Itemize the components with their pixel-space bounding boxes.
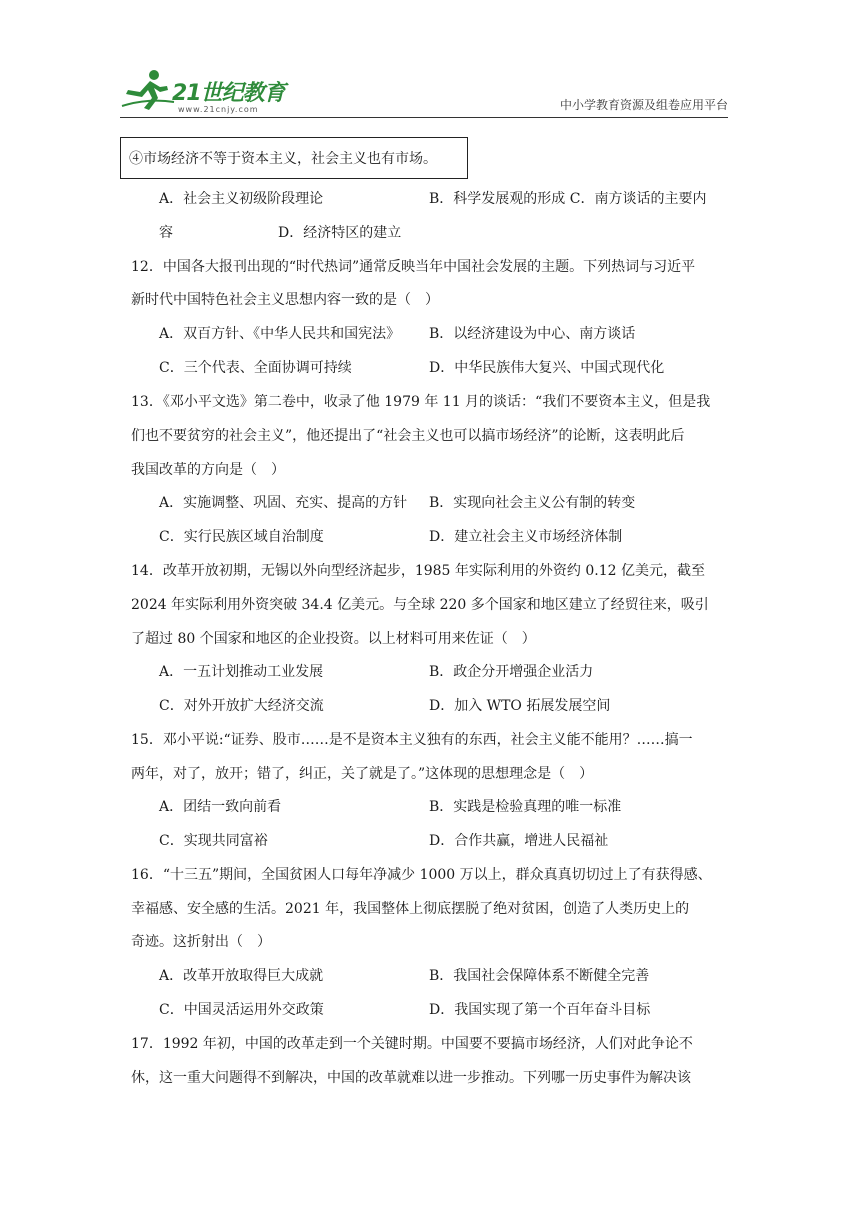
platform-title: 中小学教育资源及组卷应用平台 <box>559 98 728 112</box>
boxed-statement-text: ④市场经济不等于资本主义，社会主义也有市场。 <box>129 151 437 167</box>
q13-option-b: B．实现向社会主义公有制的转变 <box>429 495 636 511</box>
q13-stem-line1: 13．《邓小平文选》第二卷中，收录了他 1979 年 11 月的谈话：“我们不要资本主义，但是我 <box>131 394 711 410</box>
q12-stem-line2: 新时代中国特色社会主义思想内容一致的是（ ） <box>131 292 439 308</box>
q17-stem-line2: 休，这一重大问题得不到解决，中国的改革就难以进一步推动。下列哪一历史事件为解决该 <box>131 1070 691 1086</box>
q11-option-a: A．社会主义初级阶段理论 <box>159 191 324 207</box>
q12-option-b: B．以经济建设为中心、南方谈话 <box>429 326 636 342</box>
q12-option-a: A．双百方针、《中华人民共和国宪法》 <box>159 326 401 342</box>
q16-stem-line3: 奇迹。这折射出（ ） <box>131 934 271 950</box>
q12-option-d: D．中华民族伟大复兴、中国式现代化 <box>429 360 665 376</box>
q14-option-c: C．对外开放扩大经济交流 <box>159 698 324 714</box>
logo-wordmark: 21世纪教育 <box>172 81 285 106</box>
q15-option-d: D．合作共赢，增进人民福祉 <box>429 833 609 849</box>
q14-stem-line2: 2024 年实际利用外资突破 34.4 亿美元。与全球 220 多个国家和地区建立了经贸往来，吸引 <box>131 597 709 613</box>
q16-stem-line1: 16．“十三五”期间，全国贫困人口每年净减少 1000 万以上，群众真真切切过上了有获得感、 <box>131 867 712 883</box>
q16-option-a: A．改革开放取得巨大成就 <box>159 968 324 984</box>
q14-option-d: D．加入 WTO 拓展发展空间 <box>429 698 611 714</box>
q13-stem-line3: 我国改革的方向是（ ） <box>131 462 285 478</box>
q15-option-c: C．实现共同富裕 <box>159 833 268 849</box>
q14-option-a: A．一五计划推动工业发展 <box>159 664 324 680</box>
q16-option-d: D．我国实现了第一个百年奋斗目标 <box>429 1002 651 1018</box>
q15-option-a: A．团结一致向前看 <box>159 799 282 815</box>
q13-option-c: C．实行民族区域自治制度 <box>159 529 324 545</box>
q13-option-a: A．实施调整、巩固、充实、提高的方针 <box>159 495 408 511</box>
q13-option-d: D．建立社会主义市场经济体制 <box>429 529 623 545</box>
q15-stem-line2: 两年，对了，放开；错了，纠正，关了就是了。”这体现的思想理念是（ ） <box>131 766 594 782</box>
q11-option-d: D．经济特区的建立 <box>278 225 402 241</box>
q16-stem-line2: 幸福感、安全感的生活。2021 年，我国整体上彻底摆脱了绝对贫困，创造了人类历史上的 <box>131 901 690 917</box>
q12-option-c: C．三个代表、全面协调可持续 <box>159 360 352 376</box>
q15-stem-line1: 15．邓小平说:“证券、股市……是不是资本主义独有的东西，社会主义能不能用？……搞一 <box>131 732 693 748</box>
q11-option-c-cont: 容 <box>159 225 173 241</box>
page-header <box>120 62 728 118</box>
site-logo <box>120 68 290 116</box>
q16-option-c: C．中国灵活运用外交政策 <box>159 1002 324 1018</box>
q15-option-b: B．实践是检验真理的唯一标准 <box>429 799 622 815</box>
q16-option-b: B．我国社会保障体系不断健全完善 <box>429 968 650 984</box>
q14-option-b: B．政企分开增强企业活力 <box>429 664 594 680</box>
q11-option-b-c: B．科学发展观的形成 C．南方谈话的主要内 <box>429 191 707 207</box>
boxed-statement <box>120 137 468 179</box>
logo-url: www.21cnjy.com <box>178 105 259 114</box>
header-divider <box>120 117 728 118</box>
q12-stem-line1: 12．中国各大报刊出现的“时代热词”通常反映当年中国社会发展的主题。下列热词与习近平 <box>131 259 696 275</box>
q17-stem-line1: 17．1992 年初，中国的改革走到一个关键时期。中国要不要搞市场经济，人们对此争论不 <box>131 1036 693 1052</box>
q13-stem-line2: 们也不要贫穷的社会主义”，他还提出了“社会主义也可以搞市场经济”的论断，这表明此后 <box>131 428 685 444</box>
q14-stem-line3: 了超过 80 个国家和地区的企业投资。以上材料可用来佐证（ ） <box>131 631 536 647</box>
runner-icon <box>120 68 176 112</box>
q14-stem-line1: 14．改革开放初期，无锡以外向型经济起步，1985 年实际利用的外资约 0.12 亿美元，截至 <box>131 563 705 579</box>
